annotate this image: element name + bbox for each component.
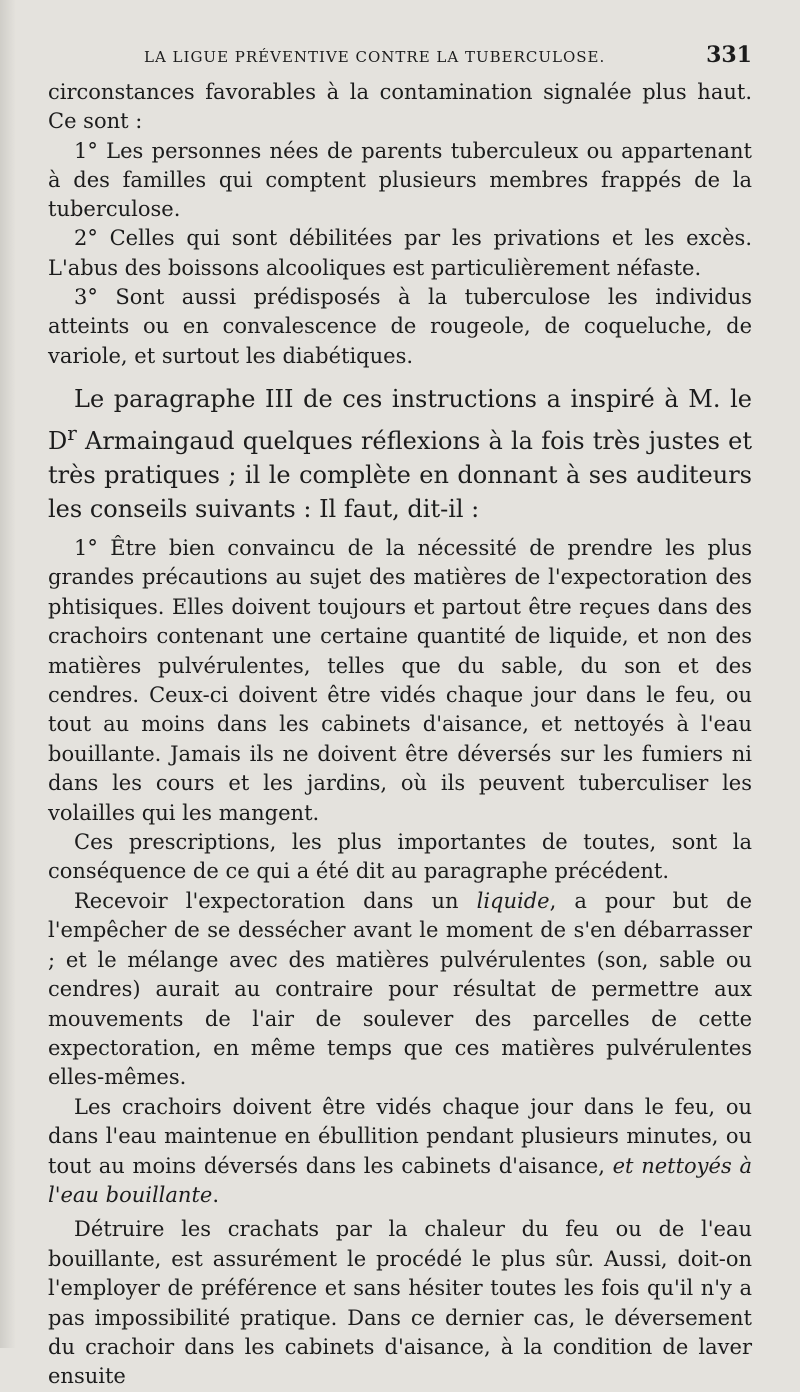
list-item-1: 1° Les personnes nées de parents tuberculeux ou appartenant à des familles qui comptent plusieurs membres frappés de la tuberculose. (48, 138, 752, 222)
commentary-text (48, 382, 752, 526)
doctor-abbrev-superscript: r (67, 421, 77, 445)
commentary-before: Le paragraphe III de ces instructions a inspiré à M. le D (48, 385, 752, 455)
page-number: 331 (706, 42, 752, 68)
commentary-after: Armaingaud quelques réflexions à la fois très justes et très pratiques ; il le complète en donnant à ses auditeurs les conseils suivants : Il faut, dit-il : (48, 427, 752, 523)
advice-section (48, 534, 752, 1392)
advice-paragraph-5: Détruire les crachats par la chaleur du feu ou de l'eau bouillante, est assurément le procédé le plus sûr. Aussi, doit-on l'employer de préférence et sans hésiter toutes les fois qu'il n'y a pas impossibilité pratique. Dans ce dernier cas, le déversement du crachoir dans les cabinets d'aisance, à la condition de laver ensuite (48, 1217, 752, 1389)
list-item-3: 3° Sont aussi prédisposés à la tuberculose les individus atteints ou en convalescence de rougeole, de coqueluche, de variole, et surtout les diabétiques. (48, 285, 752, 368)
advice-p4-emphasis: et nettoyés à l'eau bouillante (48, 1153, 752, 1207)
advice-paragraph-2: Ces prescriptions, les plus importantes de toutes, sont la conséquence de ce qui a été dit au paragraphe précédent. (48, 830, 752, 884)
page-header (48, 40, 752, 76)
commentary-paragraph (48, 382, 752, 526)
advice-p4-after: . (212, 1182, 219, 1207)
predisposition-list (48, 78, 752, 371)
page-binding-shadow (0, 0, 16, 1348)
advice-paragraph-3 (48, 887, 752, 1093)
advice-paragraph-1: 1° Être bien convaincu de la nécessité de prendre les plus grandes précautions au sujet des matières de l'expectoration des phtisiques. Elles doivent toujours et partout être reçues dans des crachoirs contenant une certaine quantité de liquide, et non des matières pulvérulentes, telles que du sable, du son et des cendres. Ceux-ci doivent être vidés chaque jour dans le feu, ou tout au moins dans les cabinets d'aisance, et nettoyés à l'eau bouillante. Jamais ils ne doivent être déversés sur les fumiers ni dans les cours et les jardins, où ils peuvent tuberculiser les volailles qui les mangent. (48, 536, 752, 825)
advice-p3-after: , a pour but de l'empêcher de se dessécher avant le moment de s'en débarrasser ; et le mélange avec des matières pulvérulentes (son, sable ou cendres) aurait au contraire pour résultat de permettre aux mouvements de l'air de soulever des parcelles de cette expectoration, en même temps que ces matières pulvérulentes elles-mêmes. (48, 888, 753, 1090)
advice-paragraph-4 (48, 1093, 752, 1211)
running-title: LA LIGUE PRÉVENTIVE CONTRE LA TUBERCULOSE. (144, 48, 606, 66)
advice-p3-emphasis: liquide (476, 888, 550, 913)
advice-p4-before: Les crachoirs doivent être vidés chaque jour dans le feu, ou dans l'eau maintenue en ébullition pendant plusieurs minutes, ou tout au moins déversés dans les cabinets d'aisance, (48, 1094, 752, 1178)
list-item-2: 2° Celles qui sont débilitées par les privations et les excès. L'abus des boissons alcooliques est particulièrement néfaste. (48, 226, 752, 280)
intro-paragraph: circonstances favorables à la contamination signalée plus haut. Ce sont : (48, 80, 752, 134)
advice-p3-before: Recevoir l'expectoration dans un (74, 888, 477, 913)
